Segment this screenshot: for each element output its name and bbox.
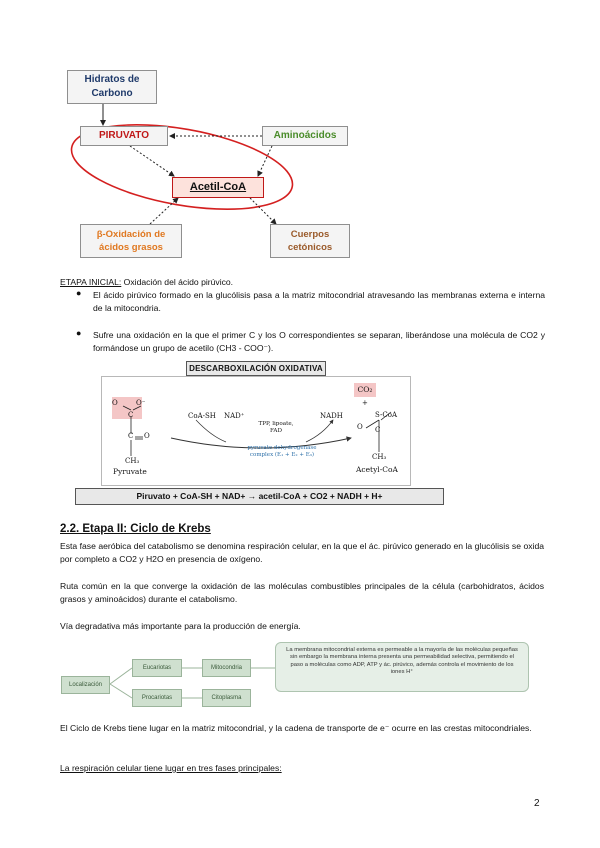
acetyl-o: O [357,423,363,431]
bullet-dot: ● [76,328,82,338]
acetyl-coa-node: Acetil-CoA [172,177,264,198]
pyruvate-o: O [112,399,118,407]
eucariotas-node: Eucariotas [132,659,182,677]
paragraph-3: Vía degradativa más importante para la producción de energía. [60,621,301,631]
paragraph-5: La respiración celular tiene lugar en tres fases principales: [60,763,282,773]
procariotas-node: Procariotas [132,689,182,707]
page-number: 2 [534,798,540,809]
pyruvate-o2: O [144,432,150,440]
acetyl-c: C [375,426,381,434]
amino-acids-node: Aminoácidos [262,126,348,146]
localizacion-node: Localización [61,676,110,694]
etapa-inicial-line [60,276,550,289]
acetyl-ch3: CH₃ [372,453,387,461]
cofactors: TPP, lipoate, FAD [258,421,294,434]
section-heading: 2.2. Etapa II: Ciclo de Krebs [60,523,211,535]
paragraph-4: El Ciclo de Krebs tiene lugar en la matriz mitocondrial, y la cadena de transporte de e⁻ ocurre en las crestas mitocondriales. [60,723,532,733]
carbohydrates-node: Hidratos de Carbono [67,70,157,104]
beta-oxidation-node: β-Oxidación de ácidos grasos [80,224,182,258]
arrow-amino-to-acetyl [258,146,272,176]
pyruvate-c2: C [128,432,134,440]
pyruvate-label: Pyruvate [113,467,147,476]
arrow-pyruvate-to-acetyl [130,146,174,176]
membrane-note: La membrana mitocondrial externa es permeable a la mayoría de las moléculas pequeñas sin embargo la membrana interna presenta una permeabilidad selectiva, permitiendo el paso a moléculas como ADP, ATP y ác. pirúvico, además controla el movimiento de los iones H⁺ [275,642,529,692]
acetyl-scoa: S-CoA [375,411,398,419]
reaction-equation: Piruvato + CoA-SH + NAD+ → acetil-CoA + CO2 + NADH + H+ [75,488,444,505]
co2-product: CO₂ [354,383,376,397]
etapa-inicial-label: ETAPA INICIAL: [60,277,122,287]
reaction-title: DESCARBOXILACIÓN OXIDATIVA [186,361,326,376]
paragraph-1: Esta fase aeróbica del catabolismo se denomina respiración celular, en la que el ác. pirúvico generado en la glucólisis se oxida por completo a CO2 y H2O en presencia de oxígeno. [60,541,544,564]
bullet-dot: ● [76,288,82,298]
enzyme-complex: pyruvate dehydrogenase complex (E₁ + E₂ + E₃) [247,445,317,458]
ketone-bodies-node: Cuerpos cetónicos [270,224,350,258]
paragraph-2: Ruta común en la que converge la oxidación de las moléculas combustibles principales de la célula (carbohidratos, ácidos grasos y aminoácidos) durante el catabolismo. [60,581,544,604]
mitocondria-node: Mitocondria [202,659,251,677]
nadh: NADH [320,412,343,420]
plus-sign: + [362,399,368,407]
coa-sh: CoA-SH [188,412,216,420]
pyruvate-ch3: CH₃ [125,457,140,465]
bullet-item-2: Sufre una oxidación en la que el primer C y los O correspondientes se separan, liberándose una molécula de CO2 y formándose un grupo de acetilo (CH3 - COO⁻). [93,330,545,353]
pyruvate-node: PIRUVATO [80,126,168,146]
pyruvate-c1: C [128,411,134,419]
nad-plus: NAD⁺ [224,412,245,420]
pyruvate-o-minus: O⁻ [136,399,146,407]
bullet-item-1: El ácido pirúvico formado en la glucólisis pasa a la matriz mitocondrial atravesando las membranas externa e interna de la mitocondria. [93,290,545,313]
etapa-inicial-text: Oxidación del ácido pirúvico. [121,277,234,287]
citoplasma-node: Citoplasma [202,689,251,707]
arrow-acetyl-to-ketone [250,198,276,224]
acetyl-coa-label: Acetyl-CoA [356,465,398,474]
